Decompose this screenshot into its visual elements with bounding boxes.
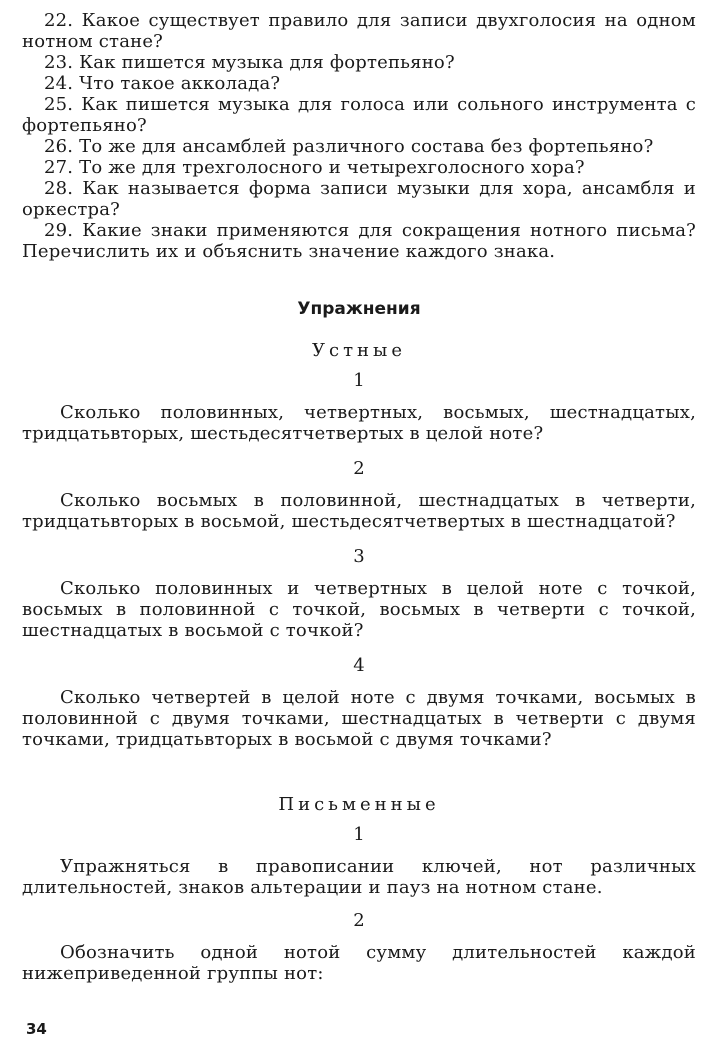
question-24: 24. Что такое акколада? [44, 73, 281, 94]
oral-exercise-text-2: Сколько восьмых в половинной, шестнадцатых в четверти, тридцатьвторых в восьмой, шестьдесятчетвертых в шестнадцатой? [22, 490, 696, 532]
oral-heading: Устные [311, 340, 407, 361]
question-23: 23. Как пишется музыка для фортепьяно? [44, 52, 455, 73]
written-exercise-text-2: Обозначить одной нотой сумму длительностей каждой нижеприведенной группы нот: [22, 942, 696, 984]
question-26: 26. То же для ансамблей различного состава без фортепьяно? [44, 136, 654, 157]
book-page [22, 10, 696, 984]
oral-exercise-number-3: 3 [353, 546, 365, 567]
question-27: 27. То же для трехголосного и четырехголосного хора? [44, 157, 585, 178]
written-exercise-text-1: Упражняться в правописании ключей, нот различных длительностей, знаков альтерации и пауз на нотном стане. [22, 856, 696, 898]
oral-exercise-number-4: 4 [353, 655, 365, 676]
oral-exercise-text-4: Сколько четвертей в целой ноте с двумя точками, восьмых в половинной с двумя точками, шестнадцатых в четверти с двумя точками, тридцатьвторых в восьмой с двумя точками? [22, 687, 696, 750]
question-29: 29. Какие знаки применяются для сокращения нотного письма? Перечислить их и объяснить значение каждого знака. [22, 220, 696, 262]
written-heading: Письменные [278, 794, 440, 815]
question-list [22, 10, 696, 262]
page-number: 34 [26, 1020, 47, 1038]
oral-exercise-number-1: 1 [353, 370, 365, 391]
question-25: 25. Как пишется музыка для голоса или сольного инструмента с фортепьяно? [22, 94, 696, 136]
oral-exercise-text-3: Сколько половинных и четвертных в целой ноте с точкой, восьмых в половинной с точкой, восьмых в четверти с точкой, шестнадцатых в восьмой с точкой? [22, 578, 696, 641]
exercises-heading: Упражнения [297, 299, 421, 319]
written-exercise-number-1: 1 [353, 824, 365, 845]
oral-exercise-text-1: Сколько половинных, четвертных, восьмых, шестнадцатых, тридцатьвторых, шестьдесятчетвертых в целой ноте? [22, 402, 696, 444]
question-22: 22. Какое существует правило для записи двухголосия на одном нотном стане? [22, 10, 696, 52]
written-exercise-number-2: 2 [353, 910, 365, 931]
question-28: 28. Как называется форма записи музыки для хора, ансамбля и оркестра? [22, 178, 696, 220]
oral-exercise-number-2: 2 [353, 458, 365, 479]
